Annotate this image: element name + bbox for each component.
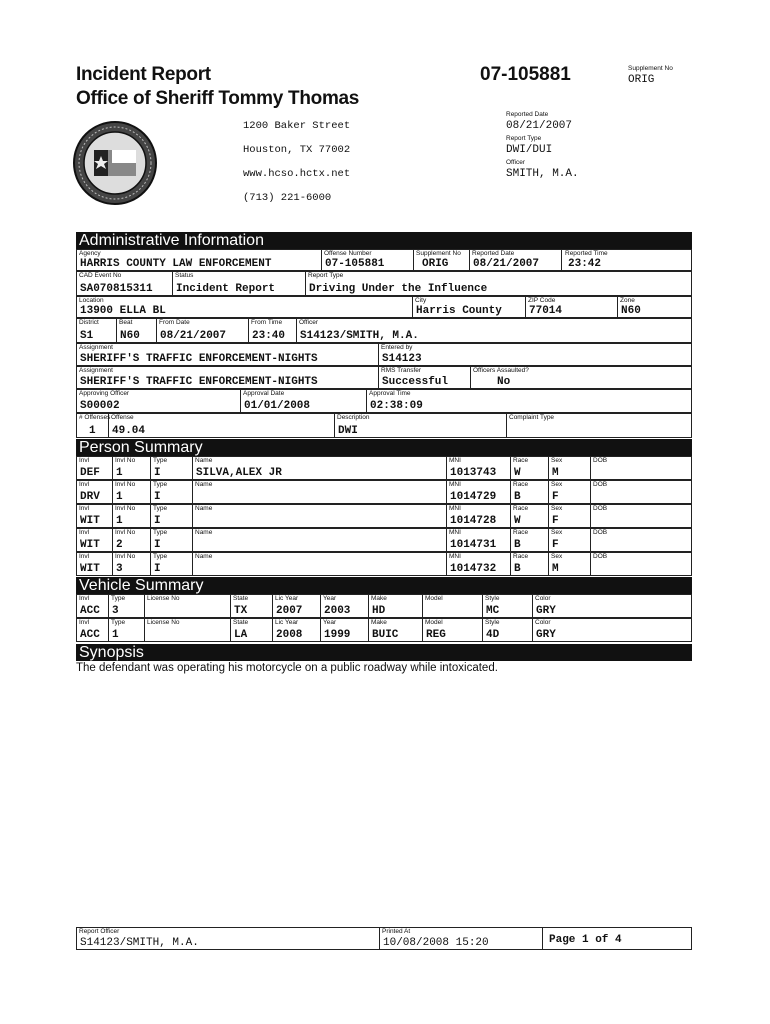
num-offenses-value: 1: [89, 425, 96, 437]
approving-officer-label: Approving Officer: [79, 390, 130, 397]
zip-value: 77014: [529, 305, 563, 317]
person-invl-value: WIT: [80, 539, 100, 551]
person-mni-label: MNI: [449, 553, 461, 560]
person-row: [76, 480, 692, 504]
website-link[interactable]: www.hcso.hctx.net: [243, 168, 351, 180]
vehicle-year-label: Year: [323, 595, 337, 602]
person-row: [76, 504, 692, 528]
person-invl-no-value: 1: [116, 491, 123, 503]
vehicle-color-value: GRY: [536, 629, 556, 641]
vehicle-style-cell: [483, 595, 533, 617]
person-sex-cell: [549, 505, 591, 527]
vehicle-lic-year-cell: [273, 595, 321, 617]
vehicle-make-label: Make: [371, 595, 387, 602]
from-time-label: From Time: [251, 319, 283, 326]
vehicle-lic-year-label: Lic Year: [275, 619, 299, 626]
vehicle-model-cell: [423, 595, 483, 617]
vehicle-style-label: Style: [485, 595, 500, 602]
vehicle-state-cell: [231, 619, 273, 641]
admin-row-7: [76, 389, 692, 413]
person-mni-value: 1013743: [450, 467, 497, 479]
officer-value: SMITH, M.A.: [506, 168, 579, 180]
page-indicator: Page 1 of 4: [549, 934, 622, 946]
person-name-cell: [193, 505, 447, 527]
agency-label: Agency: [79, 250, 101, 257]
location-value: 13900 ELLA BL: [80, 305, 166, 317]
person-invl-cell: [77, 457, 113, 479]
reported-time-value: 23:42: [568, 258, 602, 270]
vehicle-color-value: GRY: [536, 605, 556, 617]
beat-label: Beat: [119, 319, 133, 326]
sheriff-seal-logo: [72, 120, 158, 206]
section-person-header: Person Summary: [76, 439, 692, 456]
supplement-no-label: Supplement No: [416, 250, 461, 257]
admin-officer-value: S14123/SMITH, M.A.: [300, 330, 419, 342]
vehicle-lic-year-cell: [273, 619, 321, 641]
rms-transfer-label: RMS Transfer: [381, 367, 422, 374]
vehicle-state-value: LA: [234, 629, 248, 641]
vehicle-state-value: TX: [234, 605, 248, 617]
rms-transfer-value: Successful: [382, 376, 449, 388]
person-name-label: Name: [195, 505, 213, 512]
address-line-2: Houston, TX 77002: [243, 144, 351, 156]
city-value: Harris County: [416, 305, 502, 317]
zone-label: Zone: [620, 297, 635, 304]
person-race-label: Race: [513, 553, 529, 560]
person-invl-no-value: 2: [116, 539, 123, 551]
vehicle-make-label: Make: [371, 619, 387, 626]
person-type-cell: [151, 481, 193, 503]
person-name-label: Name: [195, 553, 213, 560]
vehicle-invl-label: Invl: [79, 619, 90, 626]
person-dob-cell: [591, 457, 691, 479]
person-race-value: B: [514, 563, 521, 575]
person-dob-label: DOB: [593, 553, 608, 560]
offense-number-value: 07-105881: [325, 258, 385, 270]
assignment-1-value: SHERIFF'S TRAFFIC ENFORCEMENT-NIGHTS: [80, 353, 318, 365]
vehicle-type-label: Type: [111, 595, 126, 602]
admin-row-4: [76, 318, 692, 343]
person-type-cell: [151, 505, 193, 527]
person-sex-cell: [549, 481, 591, 503]
vehicle-style-value: MC: [486, 605, 500, 617]
person-type-label: Type: [153, 529, 168, 536]
person-invl-value: DRV: [80, 491, 100, 503]
person-invl-no-value: 1: [116, 467, 123, 479]
person-mni-cell: [447, 505, 511, 527]
person-sex-label: Sex: [551, 529, 563, 536]
person-invl-no-cell: [113, 529, 151, 551]
person-race-label: Race: [513, 505, 529, 512]
report-officer-value: S14123/SMITH, M.A.: [80, 937, 199, 949]
approval-date-value: 01/01/2008: [244, 400, 311, 412]
footer-box: [76, 927, 692, 950]
person-dob-cell: [591, 529, 691, 551]
vehicle-model-label: Model: [425, 619, 443, 626]
vehicle-color-label: Color: [535, 619, 551, 626]
vehicle-year-cell: [321, 619, 369, 641]
num-offenses-label: # Offenses: [79, 414, 111, 421]
person-type-value: I: [154, 467, 161, 479]
person-sex-value: F: [552, 491, 559, 503]
person-mni-cell: [447, 529, 511, 551]
from-date-value: 08/21/2007: [160, 330, 227, 342]
person-dob-cell: [591, 553, 691, 575]
person-type-value: I: [154, 515, 161, 527]
section-synopsis-header: Synopsis: [76, 644, 692, 661]
printed-at-value: 10/08/2008 15:20: [383, 937, 489, 949]
person-type-label: Type: [153, 457, 168, 464]
person-dob-label: DOB: [593, 457, 608, 464]
person-invl-cell: [77, 529, 113, 551]
person-invl-label: Invl: [79, 529, 90, 536]
vehicle-invl-cell: [77, 595, 109, 617]
reported-time-label: Reported Time: [565, 250, 608, 257]
person-name-label: Name: [195, 481, 213, 488]
vehicle-type-value: 1: [112, 629, 119, 641]
phone-number: (713) 221-6000: [243, 192, 332, 204]
person-race-value: B: [514, 539, 521, 551]
entered-by-value: S14123: [382, 353, 422, 365]
admin-row-2: [76, 271, 692, 296]
vehicle-model-value: REG: [426, 629, 446, 641]
reported-date-value: 08/21/2007: [506, 120, 573, 132]
person-invl-no-cell: [113, 481, 151, 503]
supplement-label: Supplement No: [628, 65, 673, 72]
report-title: Incident Report: [76, 64, 211, 85]
person-row: [76, 528, 692, 552]
person-race-cell: [511, 457, 549, 479]
person-name-label: Name: [195, 457, 213, 464]
section-vehicle-header: Vehicle Summary: [76, 577, 692, 594]
from-time-value: 23:40: [252, 330, 286, 342]
person-invl-label: Invl: [79, 457, 90, 464]
approval-date-label: Approval Date: [243, 390, 285, 397]
person-type-cell: [151, 553, 193, 575]
person-invl-label: Invl: [79, 481, 90, 488]
person-mni-label: MNI: [449, 457, 461, 464]
from-date-label: From Date: [159, 319, 190, 326]
vehicle-state-label: State: [233, 619, 249, 626]
person-type-value: I: [154, 539, 161, 551]
person-type-cell: [151, 529, 193, 551]
admin-row-8: [76, 413, 692, 438]
person-invl-no-label: Invl No: [115, 505, 136, 512]
district-label: District: [79, 319, 99, 326]
person-name-cell: [193, 481, 447, 503]
vehicle-license-label: License No: [147, 619, 180, 626]
person-mni-cell: [447, 457, 511, 479]
zone-value: N60: [621, 305, 641, 317]
vehicle-style-value: 4D: [486, 629, 500, 641]
person-race-value: W: [514, 515, 521, 527]
person-type-label: Type: [153, 505, 168, 512]
vehicle-lic-year-value: 2007: [276, 605, 303, 617]
person-race-cell: [511, 553, 549, 575]
assignment-2-value: SHERIFF'S TRAFFIC ENFORCEMENT-NIGHTS: [80, 376, 318, 388]
person-sex-label: Sex: [551, 553, 563, 560]
person-invl-no-label: Invl No: [115, 529, 136, 536]
person-invl-no-label: Invl No: [115, 553, 136, 560]
person-race-value: W: [514, 467, 521, 479]
person-invl-value: WIT: [80, 515, 100, 527]
description-value: DWI: [338, 425, 358, 437]
assignment-1-label: Assignment: [79, 344, 113, 351]
person-dob-cell: [591, 481, 691, 503]
status-label: Status: [175, 272, 194, 279]
complaint-type-label: Complaint Type: [509, 414, 555, 421]
synopsis-text: The defendant was operating his motorcycle on a public roadway while intoxicated.: [76, 662, 498, 674]
person-mni-value: 1014729: [450, 491, 497, 503]
vehicle-make-cell: [369, 595, 423, 617]
person-mni-label: MNI: [449, 529, 461, 536]
person-dob-label: DOB: [593, 505, 608, 512]
vehicle-year-value: 1999: [324, 629, 351, 641]
location-label: Location: [79, 297, 104, 304]
vehicle-lic-year-value: 2008: [276, 629, 303, 641]
offense-label: Offense: [111, 414, 134, 421]
person-name-value: SILVA,ALEX JR: [196, 467, 282, 479]
person-mni-cell: [447, 553, 511, 575]
zip-label: ZIP Code: [528, 297, 556, 304]
vehicle-row: [76, 594, 692, 618]
person-race-value: B: [514, 491, 521, 503]
person-invl-no-cell: [113, 553, 151, 575]
section-admin-header: Administrative Information: [76, 232, 692, 249]
person-invl-cell: [77, 553, 113, 575]
admin-row-5: [76, 343, 692, 366]
person-sex-label: Sex: [551, 505, 563, 512]
officers-assaulted-label: Officers Assaulted?: [473, 367, 529, 374]
person-sex-cell: [549, 457, 591, 479]
person-invl-no-value: 1: [116, 515, 123, 527]
vehicle-style-cell: [483, 619, 533, 641]
address-line-1: 1200 Baker Street: [243, 120, 351, 132]
cad-value: SA070815311: [80, 283, 153, 295]
vehicle-type-cell: [109, 619, 145, 641]
vehicle-type-cell: [109, 595, 145, 617]
entered-by-label: Entered by: [381, 344, 413, 351]
description-label: Description: [337, 414, 370, 421]
agency-value: HARRIS COUNTY LAW ENFORCEMENT: [80, 258, 272, 270]
status-value: Incident Report: [176, 283, 276, 295]
vehicle-model-label: Model: [425, 595, 443, 602]
person-mni-value: 1014732: [450, 563, 497, 575]
person-invl-cell: [77, 505, 113, 527]
person-name-cell: [193, 553, 447, 575]
admin-row-3: [76, 296, 692, 318]
person-invl-value: WIT: [80, 563, 100, 575]
vehicle-lic-year-label: Lic Year: [275, 595, 299, 602]
vehicle-type-label: Type: [111, 619, 126, 626]
cad-label: CAD Event No: [79, 272, 122, 279]
person-race-label: Race: [513, 529, 529, 536]
person-mni-label: MNI: [449, 481, 461, 488]
beat-value: N60: [120, 330, 140, 342]
person-sex-value: F: [552, 515, 559, 527]
person-name-label: Name: [195, 529, 213, 536]
approval-time-label: Approval Time: [369, 390, 411, 397]
person-name-cell: [193, 457, 447, 479]
person-type-label: Type: [153, 481, 168, 488]
vehicle-year-cell: [321, 595, 369, 617]
report-type-label: Report Type: [506, 135, 542, 142]
vehicle-year-value: 2003: [324, 605, 351, 617]
case-number: 07-105881: [480, 64, 571, 85]
admin-reported-date-value: 08/21/2007: [473, 258, 540, 270]
vehicle-invl-value: ACC: [80, 629, 100, 641]
person-type-value: I: [154, 491, 161, 503]
person-mni-cell: [447, 481, 511, 503]
person-race-cell: [511, 505, 549, 527]
reported-date-label: Reported Date: [506, 111, 549, 118]
person-type-label: Type: [153, 553, 168, 560]
person-row: [76, 552, 692, 576]
vehicle-model-cell: [423, 619, 483, 641]
vehicle-make-value: BUIC: [372, 629, 399, 641]
person-race-cell: [511, 481, 549, 503]
district-value: S1: [80, 330, 94, 342]
person-sex-label: Sex: [551, 457, 563, 464]
person-sex-cell: [549, 529, 591, 551]
officers-assaulted-value: No: [497, 376, 511, 388]
report-type-row-value: Driving Under the Influence: [309, 283, 488, 295]
person-invl-label: Invl: [79, 553, 90, 560]
person-sex-value: F: [552, 539, 559, 551]
supplement-no-value: ORIG: [422, 258, 449, 270]
vehicle-type-value: 3: [112, 605, 119, 617]
person-dob-label: DOB: [593, 481, 608, 488]
person-sex-value: M: [552, 563, 559, 575]
person-race-label: Race: [513, 457, 529, 464]
report-type-row-label: Report Type: [308, 272, 344, 279]
admin-row-6: [76, 366, 692, 389]
vehicle-license-cell: [145, 619, 231, 641]
person-invl-cell: [77, 481, 113, 503]
person-dob-cell: [591, 505, 691, 527]
vehicle-make-value: HD: [372, 605, 386, 617]
person-type-cell: [151, 457, 193, 479]
printed-at-label: Printed At: [382, 928, 411, 935]
admin-reported-date-label: Reported Date: [472, 250, 515, 257]
person-name-cell: [193, 529, 447, 551]
vehicle-color-label: Color: [535, 595, 551, 602]
vehicle-license-label: License No: [147, 595, 180, 602]
person-sex-value: M: [552, 467, 559, 479]
person-invl-no-value: 3: [116, 563, 123, 575]
assignment-2-label: Assignment: [79, 367, 113, 374]
report-type-value: DWI/DUI: [506, 144, 553, 156]
person-type-value: I: [154, 563, 161, 575]
person-mni-value: 1014731: [450, 539, 497, 551]
vehicle-state-cell: [231, 595, 273, 617]
person-mni-value: 1014728: [450, 515, 497, 527]
admin-officer-label: Officer: [299, 319, 319, 326]
vehicle-row: [76, 618, 692, 642]
person-row: [76, 456, 692, 480]
supplement-value: ORIG: [628, 74, 655, 86]
vehicle-color-cell: [533, 595, 691, 617]
person-invl-no-cell: [113, 505, 151, 527]
approval-time-value: 02:38:09: [370, 400, 423, 412]
report-officer-label: Report Officer: [79, 928, 120, 935]
vehicle-invl-value: ACC: [80, 605, 100, 617]
person-dob-label: DOB: [593, 529, 608, 536]
admin-row-1: [76, 249, 692, 271]
office-title: Office of Sheriff Tommy Thomas: [76, 88, 360, 109]
person-invl-value: DEF: [80, 467, 100, 479]
approving-officer-value: S00002: [80, 400, 120, 412]
person-invl-no-label: Invl No: [115, 457, 136, 464]
offense-value: 49.04: [112, 425, 146, 437]
person-mni-label: MNI: [449, 505, 461, 512]
vehicle-year-label: Year: [323, 619, 337, 626]
vehicle-state-label: State: [233, 595, 249, 602]
person-sex-label: Sex: [551, 481, 563, 488]
person-race-label: Race: [513, 481, 529, 488]
vehicle-invl-cell: [77, 619, 109, 641]
vehicle-style-label: Style: [485, 619, 500, 626]
person-sex-cell: [549, 553, 591, 575]
person-race-cell: [511, 529, 549, 551]
officer-label: Officer: [506, 159, 526, 166]
person-invl-no-label: Invl No: [115, 481, 136, 488]
vehicle-invl-label: Invl: [79, 595, 90, 602]
vehicle-license-cell: [145, 595, 231, 617]
offense-number-label: Offense Number: [324, 250, 372, 257]
person-invl-no-cell: [113, 457, 151, 479]
vehicle-color-cell: [533, 619, 691, 641]
vehicle-make-cell: [369, 619, 423, 641]
city-label: City: [415, 297, 427, 304]
person-invl-label: Invl: [79, 505, 90, 512]
